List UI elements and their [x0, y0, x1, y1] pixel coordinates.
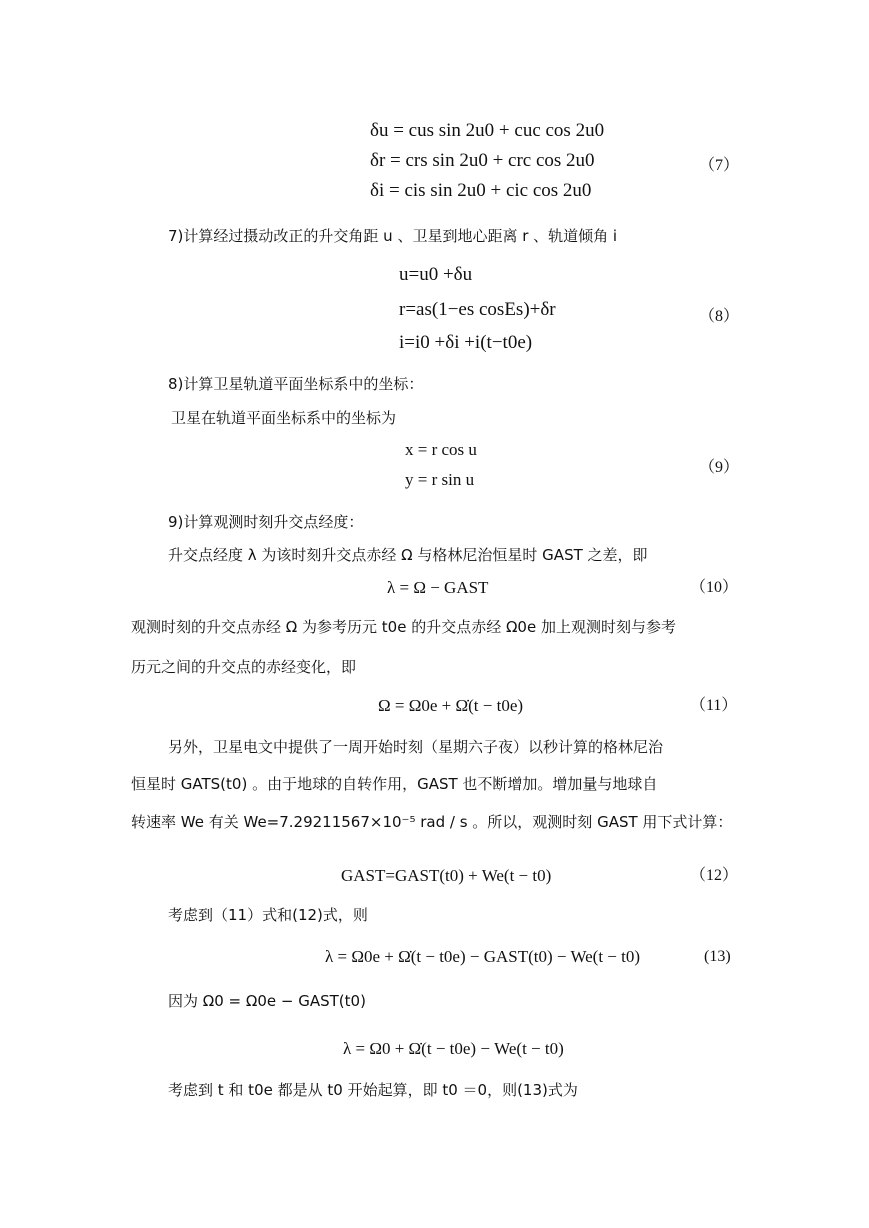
equation-9-line-2: y = r sin u: [405, 470, 475, 489]
step-9-heading: 9)计算观测时刻升交点经度：: [168, 513, 364, 531]
paragraph-because: 因为 Ω0 = Ω0e − GAST(t0): [168, 992, 366, 1010]
equation-7-number: （7）: [699, 157, 740, 174]
paragraph-gast-line-3: 转速率 We 有关 We=7.29211567×10⁻⁵ rad / s 。所以，观测时刻 GAST 用下式计算：: [131, 813, 733, 831]
equation-10-number: （10）: [690, 579, 739, 596]
equation-10: λ = Ω − GAST: [387, 578, 489, 597]
equation-8-line-2: r=as(1−es cosEs)+δr: [399, 299, 556, 320]
equation-11-number: （11）: [690, 697, 738, 714]
equation-8-number: （8）: [699, 308, 740, 325]
paragraph-last: 考虑到 t 和 t0e 都是从 t0 开始起算，即 t0 ＝0，则(13)式为: [168, 1081, 578, 1099]
paragraph-omega-line-1: 观测时刻的升交点赤经 Ω 为参考历元 t0e 的升交点赤经 Ω0e 加上观测时刻与参考: [131, 618, 676, 636]
step-7-heading: 7)计算经过摄动改正的升交角距 u 、卫星到地心距离 r 、轨道倾角 i: [168, 227, 618, 245]
paragraph-lambda: 升交点经度 λ 为该时刻升交点赤经 Ω 与格林尼治恒星时 GAST 之差，即: [168, 546, 648, 564]
equation-lambda-simplified: λ = Ω0 + Ω̇(t − t0e) − We(t − t0): [343, 1039, 564, 1058]
equation-13: λ = Ω0e + Ω̇(t − t0e) − GAST(t0) − We(t − t0): [325, 947, 641, 966]
equation-9-number: （9）: [699, 459, 740, 476]
equation-13-number: (13): [704, 948, 731, 965]
paragraph-omega-line-2: 历元之间的升交点的赤经变化，即: [131, 658, 357, 676]
step-8-heading: 8)计算卫星轨道平面坐标系中的坐标：: [168, 375, 424, 393]
equation-9-line-1: x = r cos u: [405, 440, 477, 459]
equation-8-line-3: i=i0 +δi +i(t−t0e): [399, 332, 533, 353]
equation-7-line-1: δu = cus sin 2u0 + cuc cos 2u0: [370, 120, 605, 141]
equation-7-line-3: δi = cis sin 2u0 + cic cos 2u0: [370, 180, 592, 201]
equation-12: GAST=GAST(t0) + We(t − t0): [341, 866, 552, 885]
equation-11: Ω = Ω0e + Ω̇(t − t0e): [378, 696, 524, 715]
equation-12-number: （12）: [690, 867, 739, 884]
paragraph-consider: 考虑到（11）式和(12)式，则: [168, 906, 368, 924]
paragraph-gast-line-2: 恒星时 GATS(t0) 。由于地球的自转作用，GAST 也不断增加。增加量与地球自: [131, 775, 658, 793]
step-8-subtext: 卫星在轨道平面坐标系中的坐标为: [171, 409, 397, 427]
paragraph-gast-line-1: 另外，卫星电文中提供了一周开始时刻（星期六子夜）以秒计算的格林尼治: [168, 738, 664, 756]
equation-7-line-2: δr = crs sin 2u0 + crc cos 2u0: [370, 150, 595, 171]
equation-8-line-1: u=u0 +δu: [399, 264, 473, 285]
